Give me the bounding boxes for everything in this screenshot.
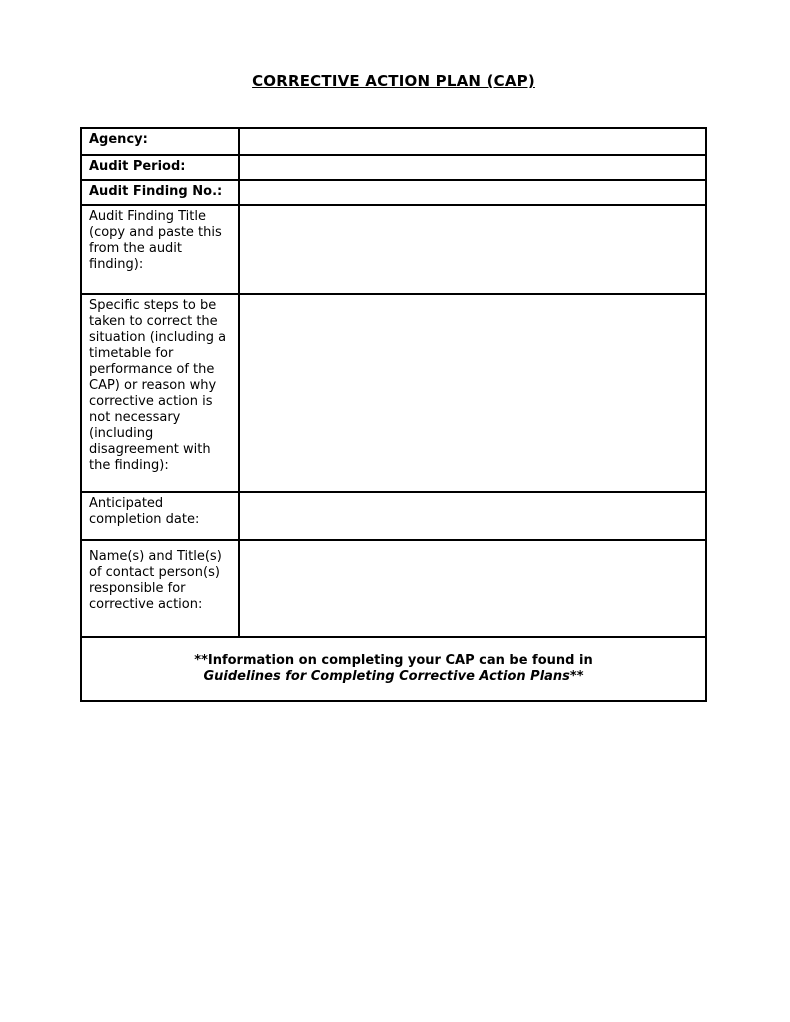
footer-note-line2: Guidelines for Completing Corrective Action Plans** (203, 669, 584, 684)
table-row (81, 205, 706, 294)
table-row (81, 128, 706, 155)
contact-person-label: Name(s) and Title(s) of contact person(s) responsible for corrective action: (81, 540, 239, 637)
completion-date-value-cell[interactable] (239, 492, 706, 540)
table-row (81, 492, 706, 540)
table-row (81, 294, 706, 492)
agency-value-cell[interactable] (239, 128, 706, 155)
audit-finding-title-value-cell[interactable] (239, 205, 706, 294)
audit-finding-title-label: Audit Finding Title (copy and paste this from the audit finding): (81, 205, 239, 294)
table-row (81, 637, 706, 701)
footer-note (81, 637, 706, 701)
specific-steps-value-cell[interactable] (239, 294, 706, 492)
table-row (81, 540, 706, 637)
document-title: CORRECTIVE ACTION PLAN (CAP) (252, 72, 535, 90)
agency-label: Agency: (81, 128, 239, 155)
footer-note-line1: **Information on completing your CAP can be found in (194, 653, 593, 668)
audit-finding-no-label: Audit Finding No.: (81, 180, 239, 205)
audit-period-value-cell[interactable] (239, 155, 706, 180)
contact-person-value-cell[interactable] (239, 540, 706, 637)
table-row (81, 180, 706, 205)
table-row (81, 155, 706, 180)
audit-finding-no-value-cell[interactable] (239, 180, 706, 205)
cap-form-table (80, 127, 707, 702)
audit-period-label: Audit Period: (81, 155, 239, 180)
completion-date-label: Anticipated completion date: (81, 492, 239, 540)
specific-steps-label: Specific steps to be taken to correct the situation (including a timetable for performance of the CAP) or reason why corrective action is not necessary (including disagreement with the finding): (81, 294, 239, 492)
